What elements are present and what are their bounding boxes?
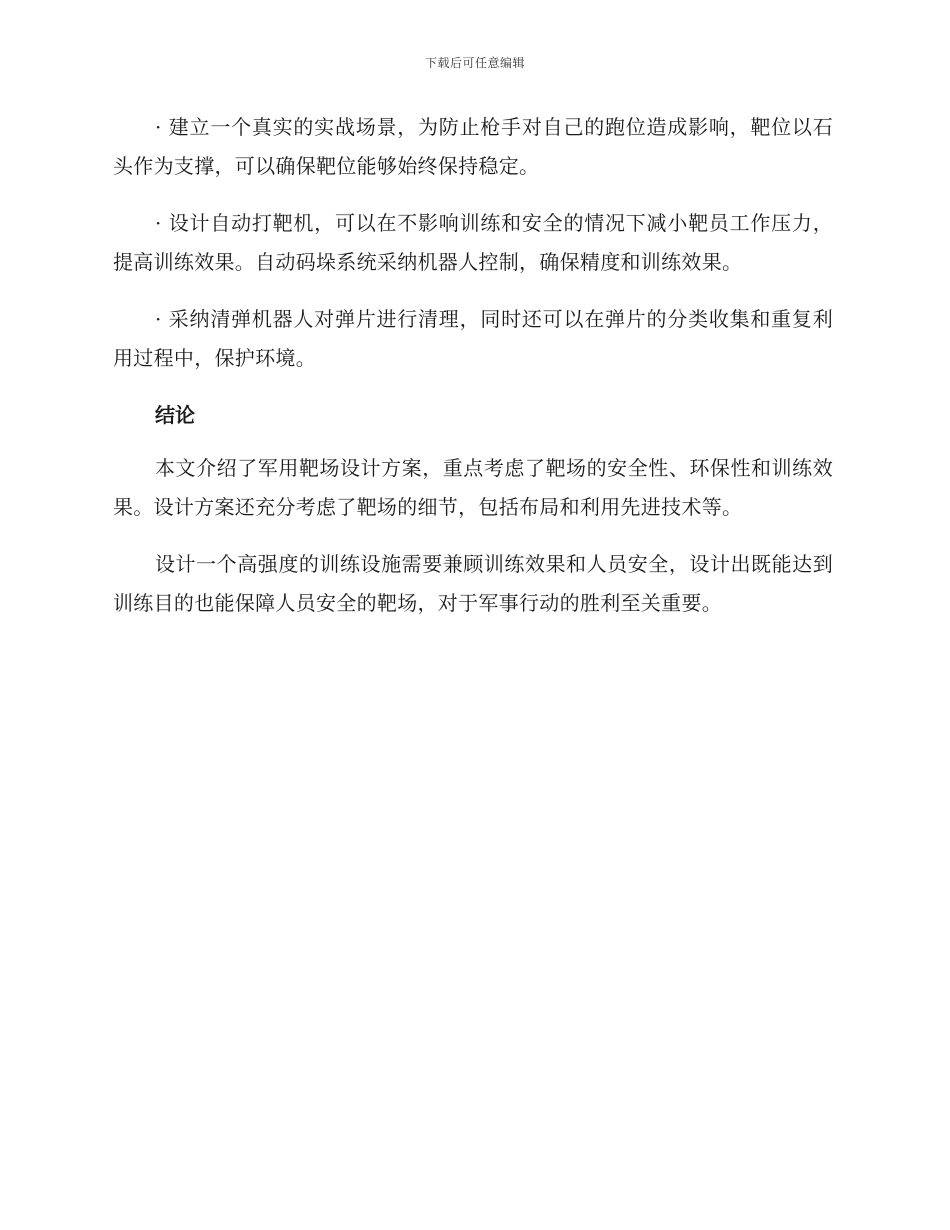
body-paragraph: 本文介绍了军用靶场设计方案，重点考虑了靶场的安全性、环保性和训练效果。设计方案还充分考虑了靶场的细节，包括布局和利用先进技术等。 <box>113 456 833 519</box>
body-paragraph: 设计一个高强度的训练设施需要兼顾训练效果和人员安全，设计出既能达到训练目的也能保障人员安全的靶场，对于军事行动的胜利至关重要。 <box>113 552 833 615</box>
bullet-paragraph: · 建立一个真实的实战场景，为防止枪手对自己的跑位造成影响，靶位以石头作为支撑，可以确保靶位能够始终保持稳定。 <box>113 115 833 178</box>
page-header: 下载后可任意编辑 <box>424 56 525 70</box>
bullet-paragraph: · 采纳清弹机器人对弹片进行清理，同时还可以在弹片的分类收集和重复利用过程中，保护环境。 <box>113 307 833 370</box>
document-body <box>113 108 833 641</box>
bullet-paragraph: · 设计自动打靶机，可以在不影响训练和安全的情况下减小靶员工作压力，提高训练效果。自动码垛系统采纳机器人控制，确保精度和训练效果。 <box>113 211 833 274</box>
section-heading: 结论 <box>155 403 195 427</box>
